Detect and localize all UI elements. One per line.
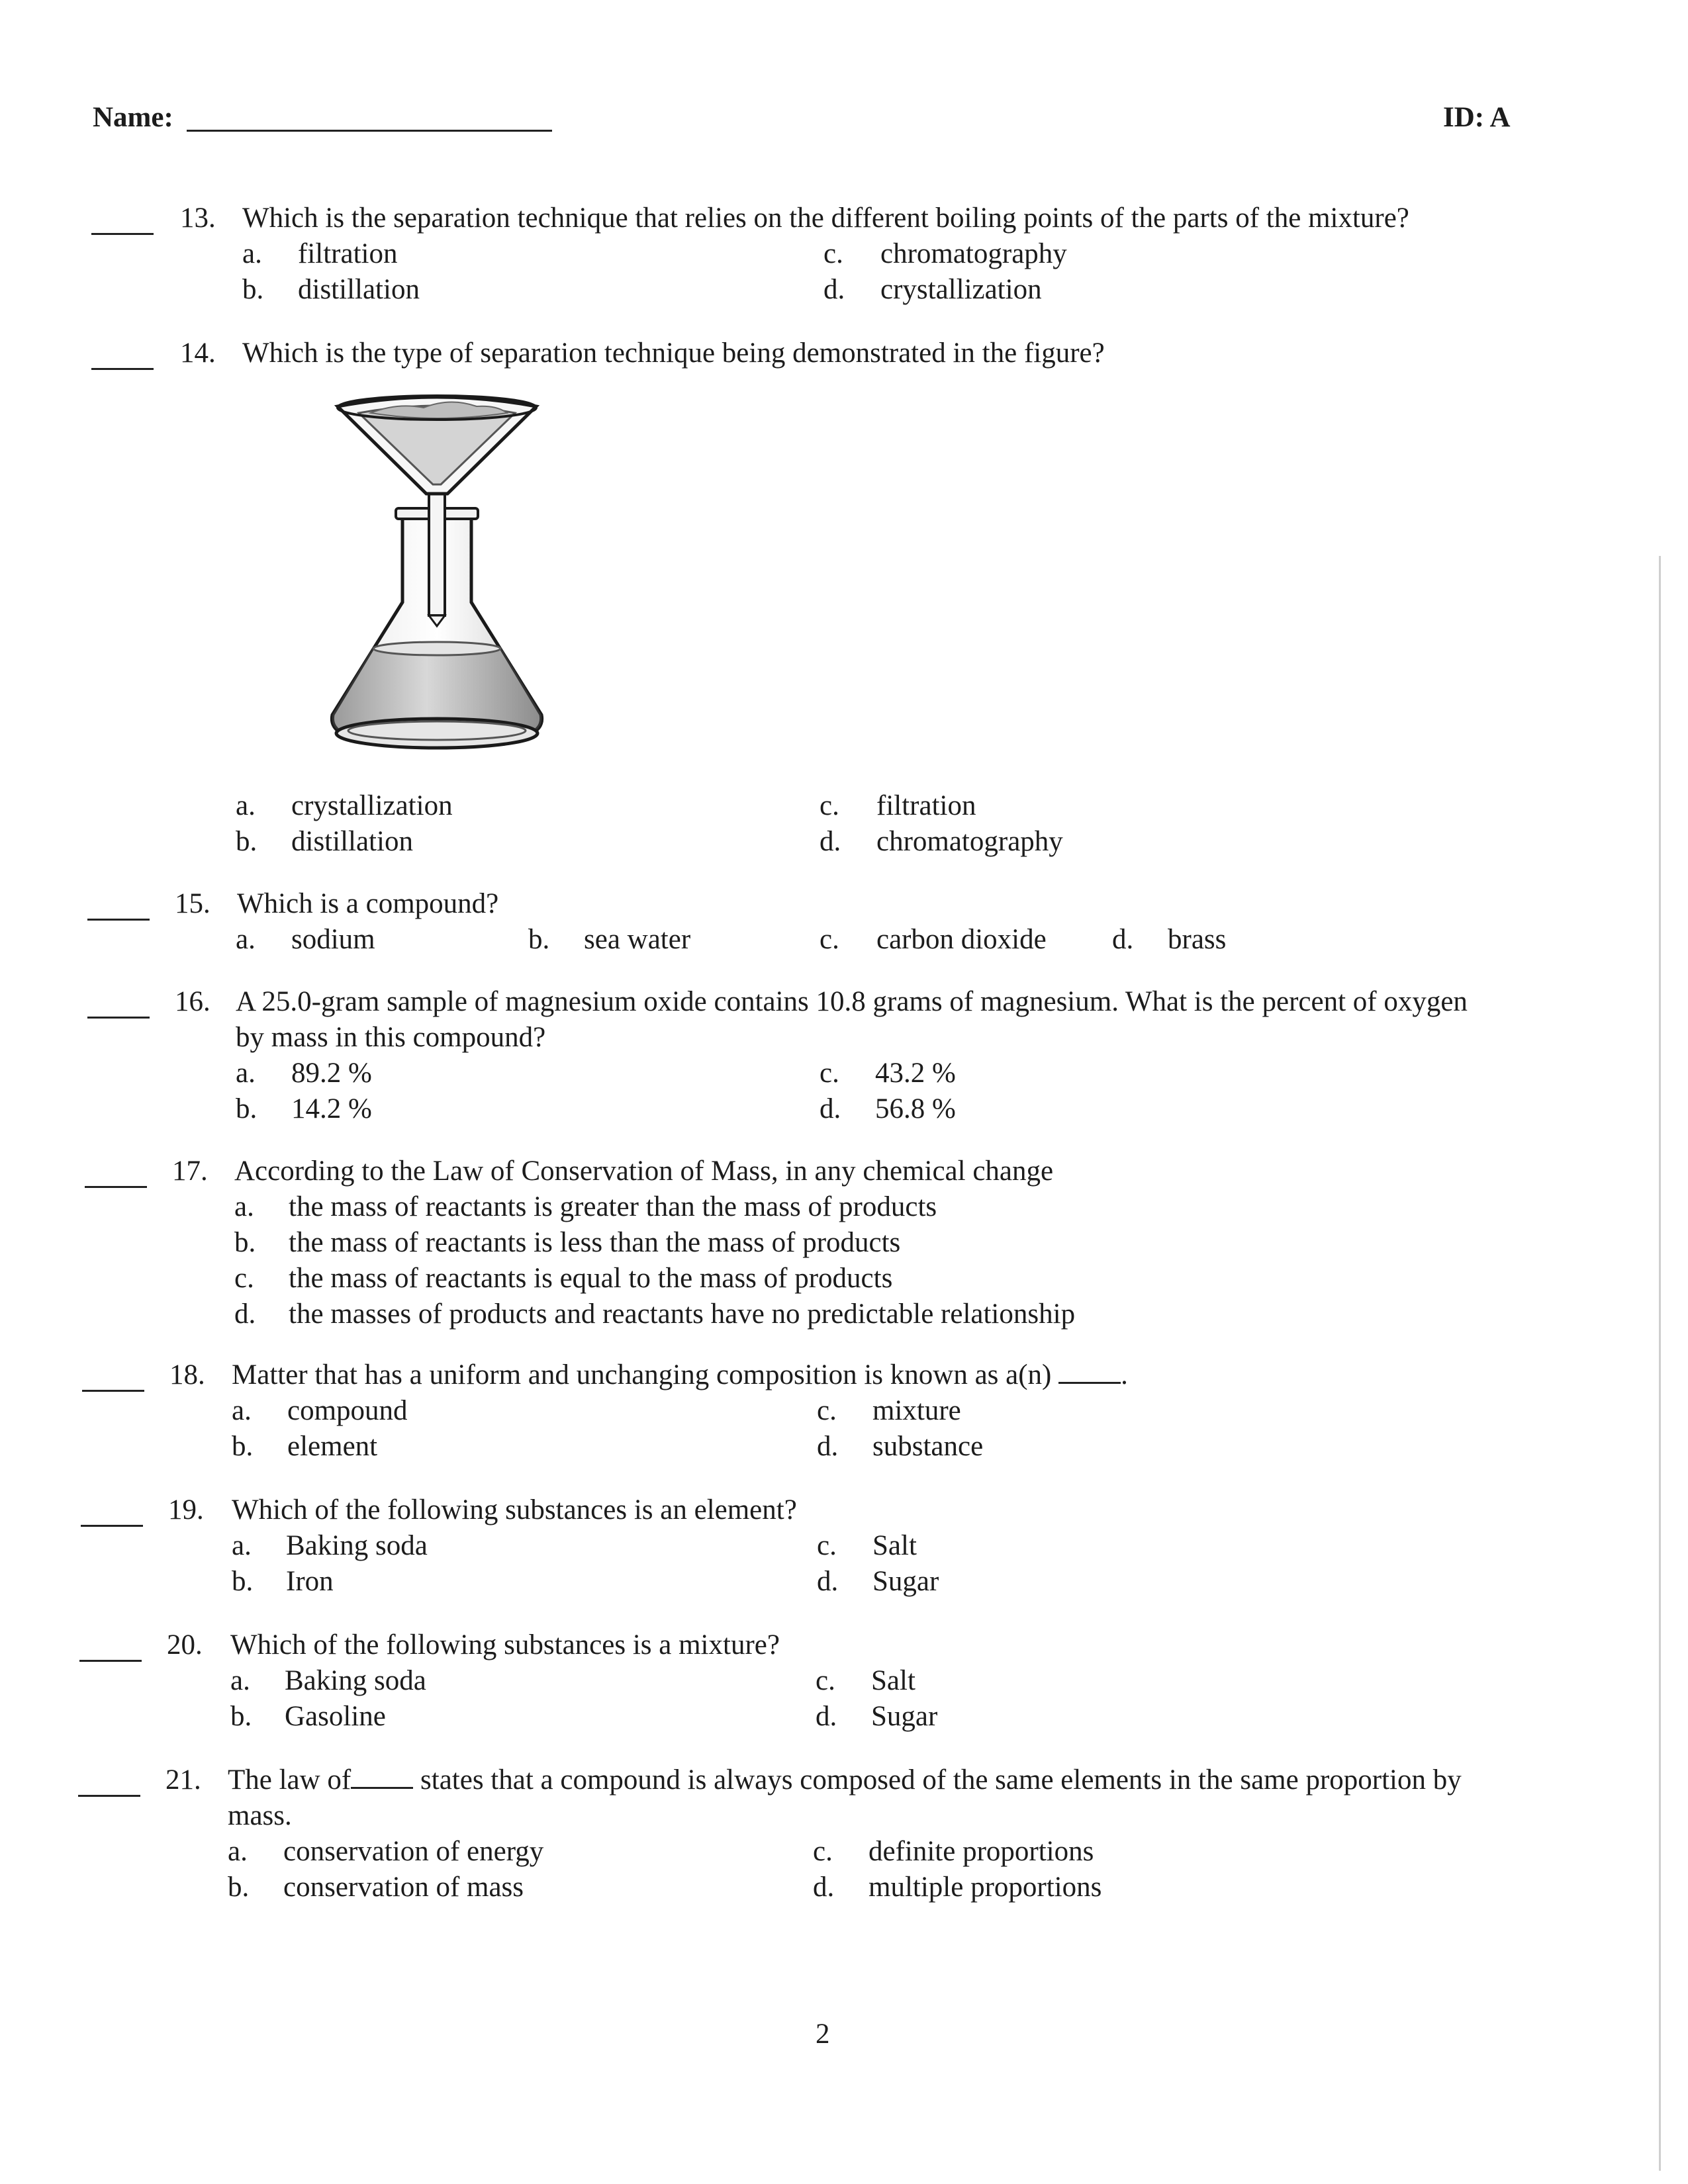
option-text-21d: multiple proportions bbox=[868, 1872, 1102, 1903]
question-number-17: 17. bbox=[172, 1156, 208, 1187]
option-text-20d: Sugar bbox=[871, 1701, 938, 1732]
option-letter-15d: d. bbox=[1112, 924, 1134, 955]
option-text-20c: Salt bbox=[871, 1665, 915, 1696]
filtration-apparatus-figure bbox=[318, 390, 556, 761]
option-text-20a: Baking soda bbox=[285, 1665, 426, 1696]
option-text-17b: the mass of reactants is less than the mass of products bbox=[289, 1227, 901, 1258]
option-letter-14d: d. bbox=[820, 826, 841, 857]
option-text-15a: sodium bbox=[291, 924, 375, 955]
option-letter-19b: b. bbox=[232, 1566, 254, 1597]
option-text-19d: Sugar bbox=[872, 1566, 939, 1597]
question-number-20: 20. bbox=[167, 1629, 203, 1661]
option-letter-20d: d. bbox=[816, 1701, 837, 1732]
option-text-13d: crystallization bbox=[880, 274, 1042, 305]
question-text-19: Which of the following substances is an element? bbox=[232, 1494, 797, 1525]
answer-blank-19[interactable] bbox=[81, 1525, 143, 1527]
option-letter-13c: c. bbox=[823, 238, 843, 269]
option-text-17d: the masses of products and reactants have no predictable relationship bbox=[289, 1298, 1076, 1330]
question-text-21-line2: mass. bbox=[228, 1800, 292, 1831]
option-letter-18c: c. bbox=[817, 1395, 837, 1426]
option-text-16d: 56.8 % bbox=[875, 1093, 956, 1124]
option-letter-21d: d. bbox=[813, 1872, 835, 1903]
option-letter-15a: a. bbox=[236, 924, 256, 955]
inline-blank-21 bbox=[351, 1783, 413, 1789]
option-text-15b: sea water bbox=[584, 924, 691, 955]
answer-blank-21[interactable] bbox=[78, 1795, 140, 1797]
answer-blank-14[interactable] bbox=[91, 368, 154, 370]
question-text-16-line2: by mass in this compound? bbox=[236, 1022, 546, 1053]
option-letter-20b: b. bbox=[230, 1701, 252, 1732]
page-number: 2 bbox=[816, 2019, 830, 2050]
id-label: ID: A bbox=[1443, 102, 1511, 133]
option-letter-20c: c. bbox=[816, 1665, 835, 1696]
option-text-17a: the mass of reactants is greater than the mass of products bbox=[289, 1191, 937, 1222]
option-letter-18d: d. bbox=[817, 1431, 839, 1462]
answer-blank-17[interactable] bbox=[85, 1186, 147, 1188]
option-text-21a: conservation of energy bbox=[283, 1836, 544, 1867]
question-text-17: According to the Law of Conservation of Mass, in any chemical change bbox=[234, 1156, 1054, 1187]
answer-blank-13[interactable] bbox=[91, 233, 154, 235]
answer-blank-18[interactable] bbox=[82, 1390, 144, 1392]
question-number-19: 19. bbox=[168, 1494, 204, 1525]
option-letter-13d: d. bbox=[823, 274, 845, 305]
option-letter-20a: a. bbox=[230, 1665, 250, 1696]
option-letter-19c: c. bbox=[817, 1530, 837, 1561]
option-letter-15b: b. bbox=[528, 924, 550, 955]
option-text-19a: Baking soda bbox=[286, 1530, 428, 1561]
question-text-21-pre: The law of bbox=[228, 1764, 352, 1796]
answer-blank-16[interactable] bbox=[87, 1017, 150, 1019]
answer-blank-15[interactable] bbox=[87, 919, 150, 921]
option-text-14c: filtration bbox=[876, 790, 976, 821]
option-text-18b: element bbox=[287, 1431, 378, 1462]
option-text-13b: distillation bbox=[298, 274, 420, 305]
inline-blank-18 bbox=[1058, 1378, 1121, 1384]
option-letter-14c: c. bbox=[820, 790, 839, 821]
option-text-21c: definite proportions bbox=[868, 1836, 1094, 1867]
option-text-16a: 89.2 % bbox=[291, 1058, 372, 1089]
option-letter-16b: b. bbox=[236, 1093, 258, 1124]
option-text-13c: chromatography bbox=[880, 238, 1067, 269]
option-letter-19a: a. bbox=[232, 1530, 252, 1561]
option-letter-14a: a. bbox=[236, 790, 256, 821]
option-letter-21a: a. bbox=[228, 1836, 248, 1867]
option-letter-18b: b. bbox=[232, 1431, 254, 1462]
name-field-line[interactable] bbox=[187, 130, 552, 132]
option-text-14b: distillation bbox=[291, 826, 413, 857]
option-letter-16a: a. bbox=[236, 1058, 256, 1089]
option-text-18d: substance bbox=[872, 1431, 984, 1462]
option-text-15c: carbon dioxide bbox=[876, 924, 1047, 955]
option-text-15d: brass bbox=[1168, 924, 1227, 955]
option-letter-21b: b. bbox=[228, 1872, 250, 1903]
option-text-14d: chromatography bbox=[876, 826, 1063, 857]
option-text-16c: 43.2 % bbox=[875, 1058, 956, 1089]
option-text-19c: Salt bbox=[872, 1530, 917, 1561]
option-text-16b: 14.2 % bbox=[291, 1093, 372, 1124]
question-text-18-main: Matter that has a uniform and unchanging composition is known as a(n) bbox=[232, 1359, 1052, 1390]
question-text-21-line1 bbox=[228, 1766, 1462, 1794]
option-letter-16c: c. bbox=[820, 1058, 839, 1089]
option-text-14a: crystallization bbox=[291, 790, 453, 821]
option-letter-17c: c. bbox=[234, 1263, 254, 1294]
option-letter-17d: d. bbox=[234, 1298, 256, 1330]
question-text-18-end: . bbox=[1121, 1359, 1128, 1390]
question-text-20: Which of the following substances is a mixture? bbox=[230, 1629, 780, 1661]
option-text-21b: conservation of mass bbox=[283, 1872, 524, 1903]
question-text-16-line1: A 25.0-gram sample of magnesium oxide contains 10.8 grams of magnesium. What is the percent of oxygen bbox=[236, 986, 1468, 1017]
option-text-19b: Iron bbox=[286, 1566, 334, 1597]
option-letter-17b: b. bbox=[234, 1227, 256, 1258]
option-letter-16d: d. bbox=[820, 1093, 841, 1124]
name-label: Name: bbox=[93, 102, 173, 133]
option-letter-15c: c. bbox=[820, 924, 839, 955]
option-text-20b: Gasoline bbox=[285, 1701, 386, 1732]
question-text-15: Which is a compound? bbox=[237, 888, 499, 919]
question-number-14: 14. bbox=[180, 338, 216, 369]
option-letter-13a: a. bbox=[242, 238, 262, 269]
option-text-18a: compound bbox=[287, 1395, 408, 1426]
option-letter-18a: a. bbox=[232, 1395, 252, 1426]
option-letter-17a: a. bbox=[234, 1191, 254, 1222]
question-text-13: Which is the separation technique that relies on the different boiling points of the parts of the mixture? bbox=[242, 203, 1409, 234]
question-text-21-post: states that a compound is always composed of the same elements in the same proportion by bbox=[420, 1764, 1462, 1796]
question-number-16: 16. bbox=[175, 986, 211, 1017]
option-text-13a: filtration bbox=[298, 238, 398, 269]
scan-edge-artifact bbox=[1659, 556, 1661, 2171]
option-text-17c: the mass of reactants is equal to the mass of products bbox=[289, 1263, 893, 1294]
option-letter-21c: c. bbox=[813, 1836, 833, 1867]
option-text-18c: mixture bbox=[872, 1395, 961, 1426]
option-letter-14b: b. bbox=[236, 826, 258, 857]
answer-blank-20[interactable] bbox=[79, 1660, 142, 1662]
question-number-21: 21. bbox=[165, 1764, 201, 1796]
question-text-14: Which is the type of separation technique being demonstrated in the figure? bbox=[242, 338, 1105, 369]
question-number-18: 18. bbox=[169, 1359, 205, 1390]
question-text-18 bbox=[232, 1361, 1128, 1389]
option-letter-19d: d. bbox=[817, 1566, 839, 1597]
question-number-15: 15. bbox=[175, 888, 211, 919]
question-number-13: 13. bbox=[180, 203, 216, 234]
option-letter-13b: b. bbox=[242, 274, 264, 305]
